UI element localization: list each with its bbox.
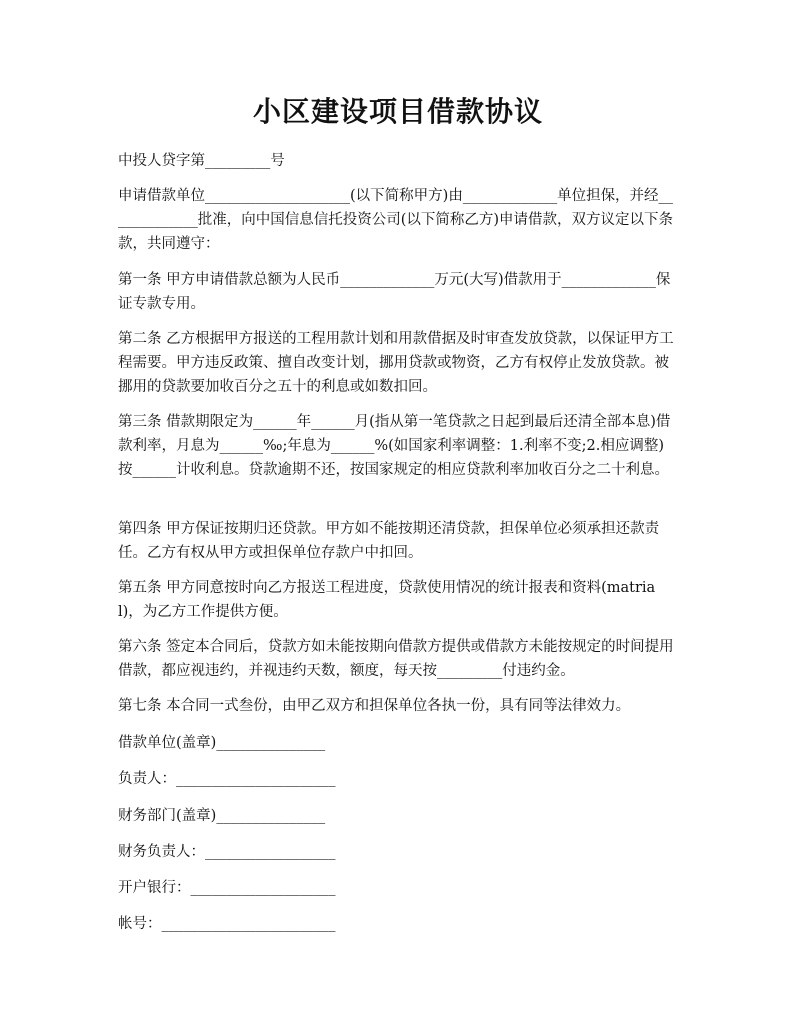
signature-finance-seal: 财务部门(盖章)_______________ — [118, 808, 326, 824]
signature-responsible-person: 负责人：______________________ — [118, 771, 336, 787]
reference-number: 中投人贷字第_________号 — [118, 153, 285, 169]
article-1: 第一条 甲方申请借款总额为人民币_____________万元(大写)借款用于_____________保证专款专用。 — [118, 272, 671, 312]
signature-bank: 开户银行：____________________ — [118, 880, 336, 896]
signature-account-number: 帐号：________________________ — [118, 916, 336, 932]
article-4: 第四条 甲方保证按期归还贷款。甲方如不能按期还清贷款，担保单位必须承担还款责任。乙方有权从甲方或担保单位存款户中扣回。 — [118, 521, 660, 561]
article-6: 第六条 签定本合同后，贷款方如未能按期向借款方提供或借款方未能按规定的时间提用借款，都应视违约，并视违约天数，额度，每天按_________付违约金。 — [118, 639, 674, 679]
article-5: 第五条 甲方同意按时向乙方报送工程进度，贷款使用情况的统计报表和资料(matrial)，为乙方工作提供方便。 — [118, 580, 656, 620]
signature-finance-head: 财务负责人：__________________ — [118, 844, 336, 860]
article-2: 第二条 乙方根据甲方报送的工程用款计划和用款借据及时审查发放贷款，以保证甲方工程需要。甲方违反政策、擅自改变计划，挪用贷款或物资，乙方有权停止发放贷款。被挪用的贷款要加收百分之五十的利息或如数扣回。 — [118, 331, 674, 395]
article-3: 第三条 借款期限定为______年______月(指从第一笔贷款之日起到最后还清全部本息)借款利率，月息为______‰;年息为______%(如国家利率调整：1.利率不变;2.相应调整)按______计收利息。贷款逾期不还，按国家规定的相应贷款利率加收百分之二十利息。 — [118, 414, 671, 478]
article-7: 第七条 本合同一式叁份，由甲乙双方和担保单位各执一份，具有同等法律效力。 — [118, 698, 631, 714]
signature-borrower-seal: 借款单位(盖章)_______________ — [118, 735, 326, 751]
intro-paragraph: 申请借款单位____________________(以下简称甲方)由_____________单位担保，并经_____________批准，向中国信息信托投资公司(以下简称乙方)申请借款，双方议定以下条款，共同遵守： — [118, 188, 674, 252]
document-title: 小区建设项目借款协议 — [252, 95, 543, 128]
